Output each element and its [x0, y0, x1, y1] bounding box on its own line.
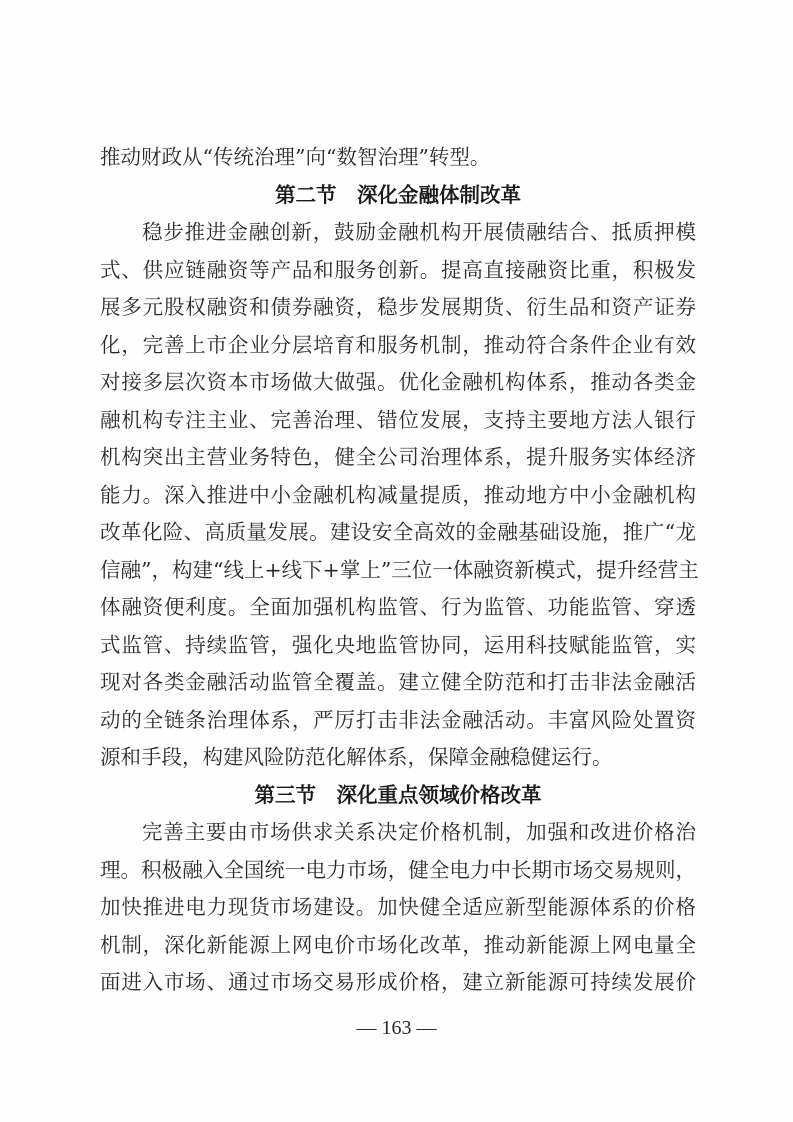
page-number: — 163 —: [356, 1017, 437, 1039]
paragraph-line: 理。积极融入全国统一电力市场，健全电力中长期市场交易规则，: [100, 857, 696, 882]
paragraph-line: 能力。深入推进中小金融机构减量提质，推动地方中小金融机构: [100, 482, 696, 507]
paragraph-line: 加快推进电力现货市场建设。加快健全适应新型能源体系的价格: [100, 895, 696, 919]
paragraph-line: 机制，深化新能源上网电价市场化改革，推动新能源上网电量全: [100, 932, 696, 957]
paragraph-line: 式、供应链融资等产品和服务创新。提高直接融资比重，积极发: [100, 257, 696, 282]
section-heading-2: 第二节 深化金融体制改革: [275, 182, 521, 207]
paragraph-line: 式监管、持续监管，强化央地监管协同，运用科技赋能监管，实: [100, 632, 696, 657]
paragraph-line: 机构突出主营业务特色，健全公司治理体系，提升服务实体经济: [100, 445, 696, 469]
section-3-paragraph: [100, 814, 696, 1002]
paragraph-line: 源和手段，构建风险防范化解体系，保障金融稳健运行。: [100, 745, 613, 769]
section-heading-3: 第三节 深化重点领域价格改革: [254, 782, 542, 807]
paragraph-line: 面进入市场、通过市场交易形成价格，建立新能源可持续发展价: [100, 970, 696, 994]
paragraph-line-intro: 推动财政从“传统治理”向“数智治理”转型。: [100, 145, 491, 169]
page-body: [100, 139, 699, 1002]
paragraph-line: 改革化险、高质量发展。建设安全高效的金融基础设施，推广“龙: [100, 520, 696, 544]
paragraph-line: 现对各类金融活动监管全覆盖。建立健全防范和打击非法金融活: [100, 670, 696, 694]
paragraph-line: 完善主要由市场供求关系决定价格机制，加强和改进价格治: [142, 820, 696, 844]
paragraph-line: 化，完善上市企业分层培育和服务机制，推动符合条件企业有效: [100, 332, 696, 357]
paragraph-line: 对接多层次资本市场做大做强。优化金融机构体系，推动各类金: [100, 370, 696, 394]
section-2-paragraph: [100, 214, 699, 777]
paragraph-line: 信融”，构建“线上+线下+掌上”三位一体融资新模式，提升经营主: [100, 557, 699, 582]
paragraph-line: 动的全链条治理体系，严厉打击非法金融活动。丰富风险处置资: [100, 707, 696, 732]
paragraph-line: 体融资便利度。全面加强机构监管、行为监管、功能监管、穿透: [100, 595, 696, 619]
paragraph-line: 展多元股权融资和债券融资，稳步发展期货、衍生品和资产证券: [100, 295, 696, 319]
paragraph-line: 融机构专注主业、完善治理、错位发展，支持主要地方法人银行: [100, 407, 696, 432]
paragraph-line: 稳步推进金融创新，鼓励金融机构开展债融结合、抵质押模: [142, 220, 696, 244]
